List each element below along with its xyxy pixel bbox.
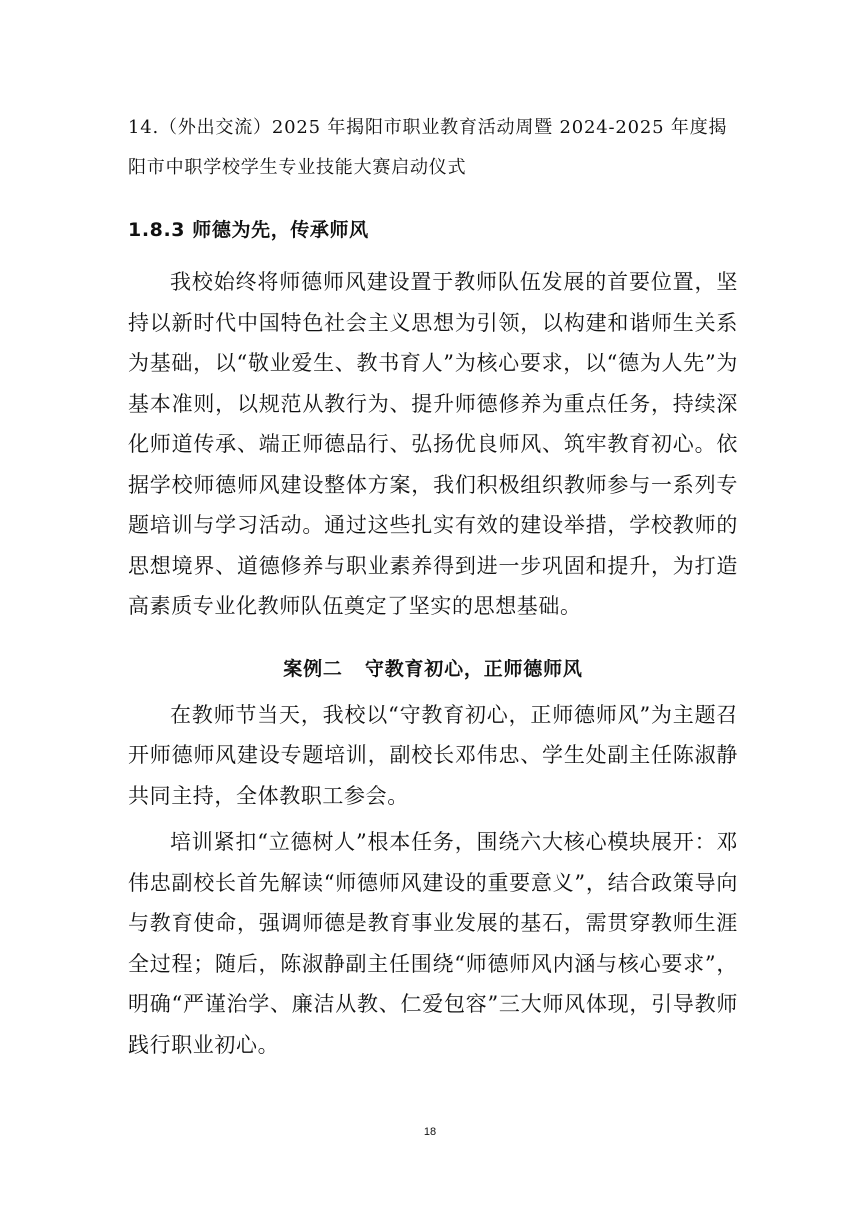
document-body (128, 108, 738, 1065)
list-item-14-line-1: 14.（外出交流）2025 年揭阳市职业教育活动周暨 2024-2025 年度揭 (128, 117, 728, 138)
case-paragraph-2: 培训紧扣“立德树人”根本任务，围绕六大核心模块展开：邓伟忠副校长首先解读“师德师风建设的重要意义”，结合政策导向与教育使命，强调师德是教育事业发展的基石，需贯穿教师生涯全过程；随后，陈淑静副主任围绕“师德师风内涵与核心要求”，明确“严谨治学、廉洁从教、仁爱包容”三大师风体现，引导教师践行职业初心。 (128, 830, 738, 1057)
page-number: 18 (423, 1126, 437, 1138)
case-title: 案例二 守教育初心，正师德师风 (283, 657, 583, 680)
intro-paragraph: 我校始终将师德师风建设置于教师队伍发展的首要位置，坚持以新时代中国特色社会主义思想为引领，以构建和谐师生关系为基础，以“敬业爱生、教书育人”为核心要求，以“德为人先”为基本准则，以规范从教行为、提升师德修养为重点任务，持续深化师道传承、端正师德品行、弘扬优良师风、筑牢教育初心。依据学校师德师风建设整体方案，我们积极组织教师参与一系列专题培训与学习活动。通过这些扎实有效的建设举措，学校教师的思想境界、道德修养与职业素养得到进一步巩固和提升，为打造高素质专业化教师队伍奠定了坚实的思想基础。 (128, 270, 738, 618)
case-paragraph-1: 在教师节当天，我校以“守教育初心，正师德师风”为主题召开师德师风建设专题培训，副校长邓伟忠、学生处副主任陈淑静共同主持，全体教职工参会。 (128, 702, 738, 808)
list-item-14-line-2: 阳市中职学校学生专业技能大赛启动仪式 (128, 157, 467, 178)
section-heading: 1.8.3 师德为先，传承师风 (128, 219, 369, 241)
